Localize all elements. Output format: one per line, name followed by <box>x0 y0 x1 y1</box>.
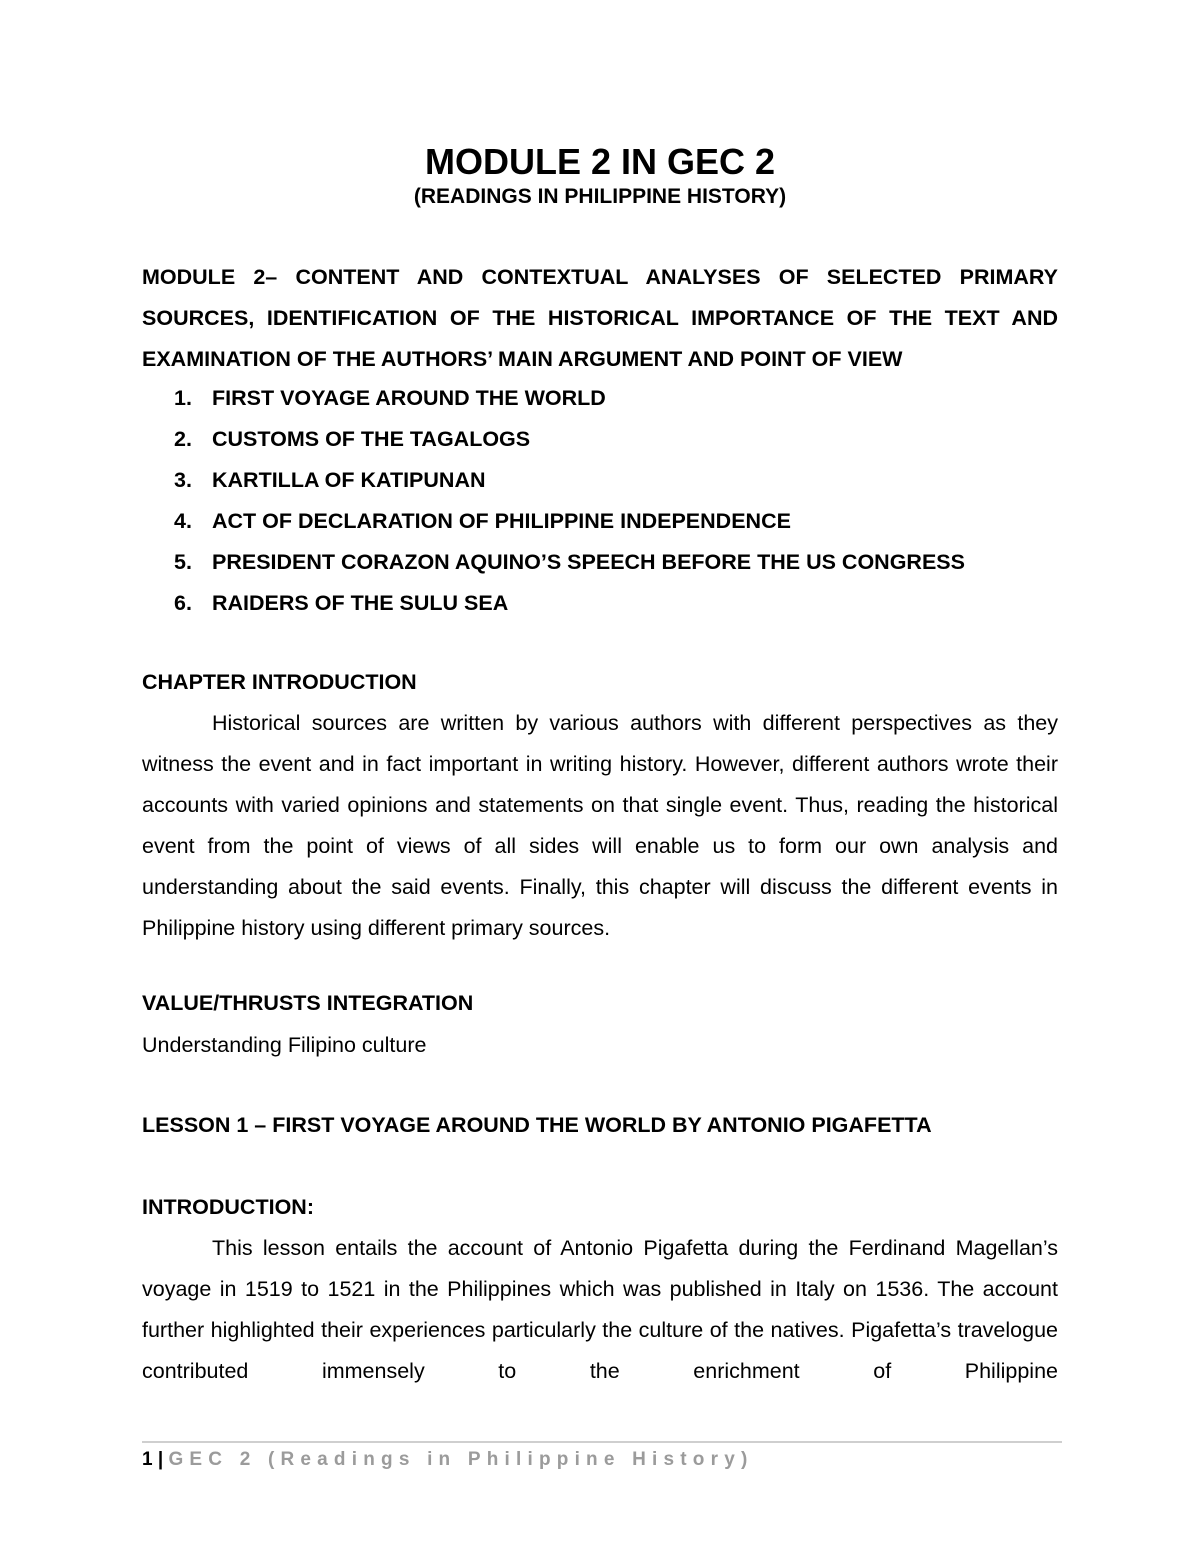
list-text: CUSTOMS OF THE TAGALOGS <box>212 427 531 451</box>
page-subtitle: (READINGS IN PHILIPPINE HISTORY) <box>413 185 787 208</box>
list-number: 4. <box>174 509 192 533</box>
list-number: 2. <box>174 427 192 451</box>
list-number: 6. <box>174 591 192 615</box>
list-number: 1. <box>174 386 192 410</box>
lesson-heading: LESSON 1 – FIRST VOYAGE AROUND THE WORLD BY ANTONIO PIGAFETTA <box>142 1113 932 1137</box>
page-number: 1 <box>142 1449 153 1470</box>
values-heading: VALUE/THRUSTS INTEGRATION <box>142 991 474 1015</box>
introduction-text: This lesson entails the account of Antonio Pigafetta during the Ferdinand Magellan’s voyage in 1519 to 1521 in the Philippines which was published in Italy on 1536. The account further highlighted their experiences particularly the culture of the natives. Pigafetta’s travelogue contributed immensely to the enrichment of Philippine <box>142 1236 1058 1383</box>
page-footer <box>142 1447 753 1473</box>
list-item <box>174 378 1074 419</box>
list-item <box>174 501 1074 542</box>
list-item <box>174 419 1074 460</box>
list-text: PRESIDENT CORAZON AQUINO’S SPEECH BEFORE THE US CONGRESS <box>212 550 965 574</box>
chapter-intro-paragraph <box>142 703 1058 949</box>
chapter-intro-heading: CHAPTER INTRODUCTION <box>142 670 417 694</box>
list-text: FIRST VOYAGE AROUND THE WORLD <box>212 386 606 410</box>
chapter-intro-text: Historical sources are written by various authors with different perspectives as they witness the event and in fact important in writing history. However, different authors wrote their accounts with varied opinions and statements on that single event. Thus, reading the historical event from the point of views of all sides will enable us to form our own analysis and understanding about the said events. Finally, this chapter will discuss the different events in Philippine history using different primary sources. <box>142 711 1058 940</box>
module-heading: MODULE 2– CONTENT AND CONTEXTUAL ANALYSES OF SELECTED PRIMARY SOURCES, IDENTIFICATION OF THE HISTORICAL IMPORTANCE OF THE TEXT AND EXAMINATION OF THE AUTHORS’ MAIN ARGUMENT AND POINT OF VIEW <box>142 265 1058 371</box>
footer-separator: | <box>152 1449 169 1470</box>
list-text: ACT OF DECLARATION OF PHILIPPINE INDEPENDENCE <box>212 509 791 533</box>
list-item <box>174 542 1074 583</box>
footer-course: GEC 2 (Readings in Philippine History) <box>168 1449 754 1470</box>
list-item <box>174 460 1074 501</box>
footer-divider <box>142 1441 1062 1443</box>
list-text: RAIDERS OF THE SULU SEA <box>212 591 509 615</box>
introduction-paragraph <box>142 1228 1058 1392</box>
page-title: MODULE 2 IN GEC 2 <box>424 141 776 182</box>
list-number: 5. <box>174 550 192 574</box>
values-text: Understanding Filipino culture <box>142 1033 427 1057</box>
list-number: 3. <box>174 468 192 492</box>
list-text: KARTILLA OF KATIPUNAN <box>212 468 486 492</box>
topic-list <box>174 378 1074 624</box>
list-item <box>174 583 1074 624</box>
introduction-heading: INTRODUCTION: <box>142 1195 314 1219</box>
